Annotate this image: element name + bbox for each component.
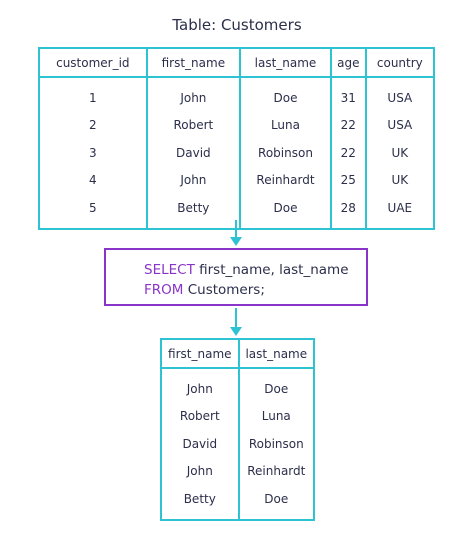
- table-cell: 2: [39, 112, 147, 140]
- arrow-down-icon: [230, 308, 242, 336]
- table-cell: 22: [331, 112, 366, 140]
- table-cell: Robinson: [239, 430, 314, 458]
- table-cell: Robert: [161, 403, 239, 431]
- table-cell: Betty: [161, 485, 239, 520]
- table-cell: 5: [39, 194, 147, 229]
- table-cell: John: [161, 458, 239, 486]
- table-row: [161, 458, 314, 486]
- table-cell: Robinson: [240, 139, 331, 167]
- table-cell: 22: [331, 139, 366, 167]
- select-keyword: SELECT: [144, 262, 195, 278]
- table-cell: USA: [366, 112, 434, 140]
- table-row: [161, 430, 314, 458]
- from-keyword: FROM: [144, 282, 184, 298]
- select-columns: first_name, last_name: [194, 262, 349, 278]
- header-cell: last_name: [240, 48, 331, 77]
- table-cell: Luna: [240, 112, 331, 140]
- query-line-select: [144, 262, 349, 278]
- table-row: [161, 403, 314, 431]
- query-line-from: [144, 282, 265, 298]
- table-cell: USA: [366, 77, 434, 112]
- table-cell: John: [147, 77, 240, 112]
- sql-query-box: [104, 248, 368, 306]
- table-cell: Betty: [147, 194, 240, 229]
- table-cell: 28: [331, 194, 366, 229]
- table-cell: Doe: [240, 194, 331, 229]
- result-header-row: [161, 339, 314, 368]
- table-cell: Luna: [239, 403, 314, 431]
- table-row: [39, 77, 434, 112]
- table-cell: Robert: [147, 112, 240, 140]
- header-cell: first_name: [161, 339, 239, 368]
- table-cell: David: [161, 430, 239, 458]
- table-cell: Reinhardt: [239, 458, 314, 486]
- table-cell: UAE: [366, 194, 434, 229]
- table-cell: 31: [331, 77, 366, 112]
- header-cell: country: [366, 48, 434, 77]
- header-cell: first_name: [147, 48, 240, 77]
- table-cell: 3: [39, 139, 147, 167]
- result-table: [160, 338, 315, 521]
- table-row: [39, 112, 434, 140]
- table-cell: 25: [331, 167, 366, 195]
- table-cell: John: [161, 368, 239, 403]
- table-cell: Doe: [240, 77, 331, 112]
- table-cell: Reinhardt: [240, 167, 331, 195]
- table-cell: Doe: [239, 368, 314, 403]
- table-cell: Doe: [239, 485, 314, 520]
- header-cell: customer_id: [39, 48, 147, 77]
- table-cell: David: [147, 139, 240, 167]
- table-cell: 1: [39, 77, 147, 112]
- customers-table: [38, 47, 435, 230]
- table-cell: John: [147, 167, 240, 195]
- table-cell: 4: [39, 167, 147, 195]
- table-row: [39, 167, 434, 195]
- table-row: [39, 139, 434, 167]
- diagram-title: Table: Customers: [172, 16, 302, 34]
- header-cell: age: [331, 48, 366, 77]
- header-cell: last_name: [239, 339, 314, 368]
- table-row: [161, 368, 314, 403]
- customers-header-row: [39, 48, 434, 77]
- table-row: [39, 194, 434, 229]
- table-cell: UK: [366, 167, 434, 195]
- table-row: [161, 485, 314, 520]
- table-cell: UK: [366, 139, 434, 167]
- from-table: Customers;: [183, 282, 265, 298]
